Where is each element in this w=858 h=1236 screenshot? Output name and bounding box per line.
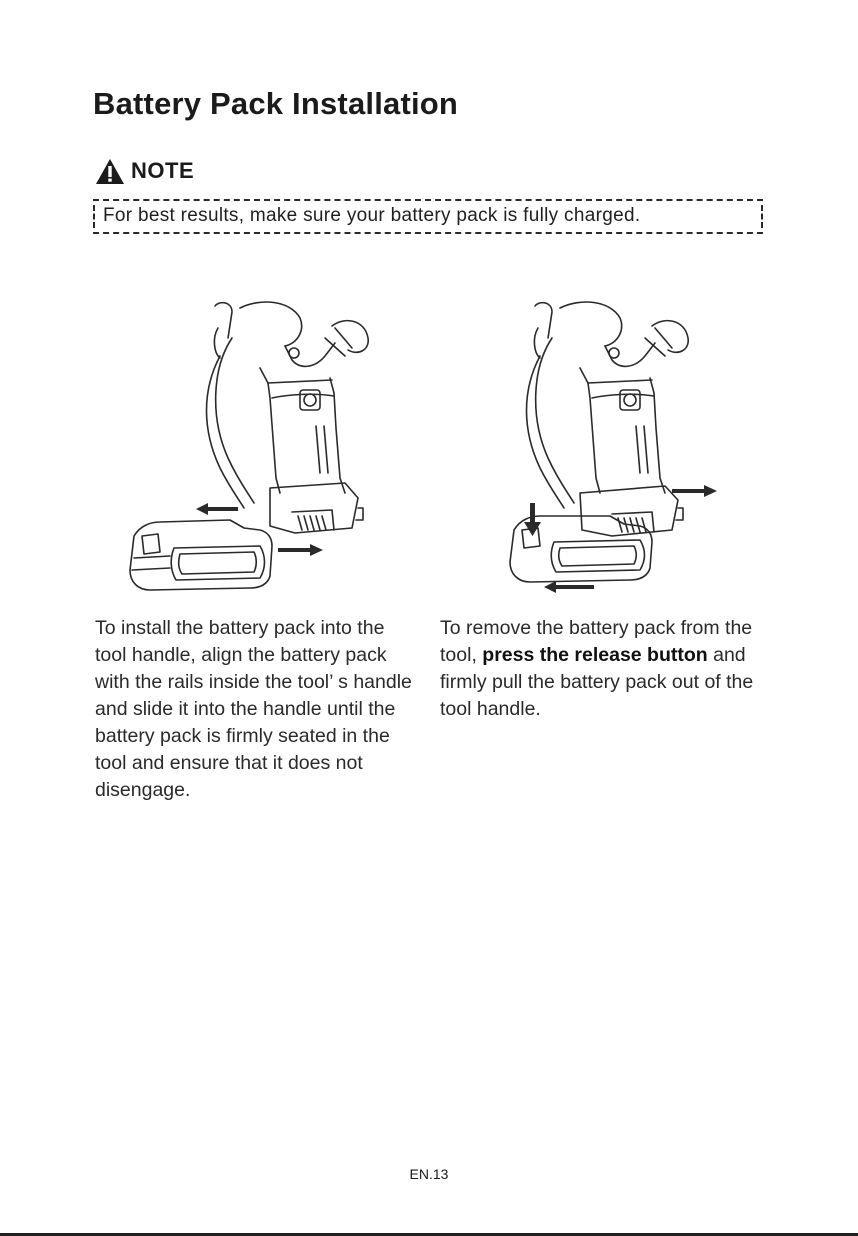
note-heading (95, 156, 194, 186)
install-instructions: To install the battery pack into the tool handle, align the battery pack with the rails inside the tool’ s handle and slide it into the handle until the battery pack is firmly seated in the tool and ensure that it does not disengage. (95, 617, 412, 801)
page-number: EN.13 (409, 1166, 449, 1182)
warning-triangle-icon (95, 158, 125, 185)
remove-text-bold: press the release button (482, 644, 708, 666)
remove-instructions (440, 615, 760, 723)
note-box (93, 199, 763, 234)
remove-text-start: To remove the battery pack from the tool, (440, 617, 753, 666)
battery-install-illustration (120, 298, 380, 598)
page-title: Battery Pack Installation (93, 86, 459, 121)
remove-text-end: and firmly pull the battery pack out of the tool handle. (440, 644, 754, 720)
note-label: NOTE (131, 158, 195, 183)
battery-remove-illustration (500, 298, 760, 598)
note-text: For best results, make sure your battery pack is fully charged. (103, 205, 641, 226)
